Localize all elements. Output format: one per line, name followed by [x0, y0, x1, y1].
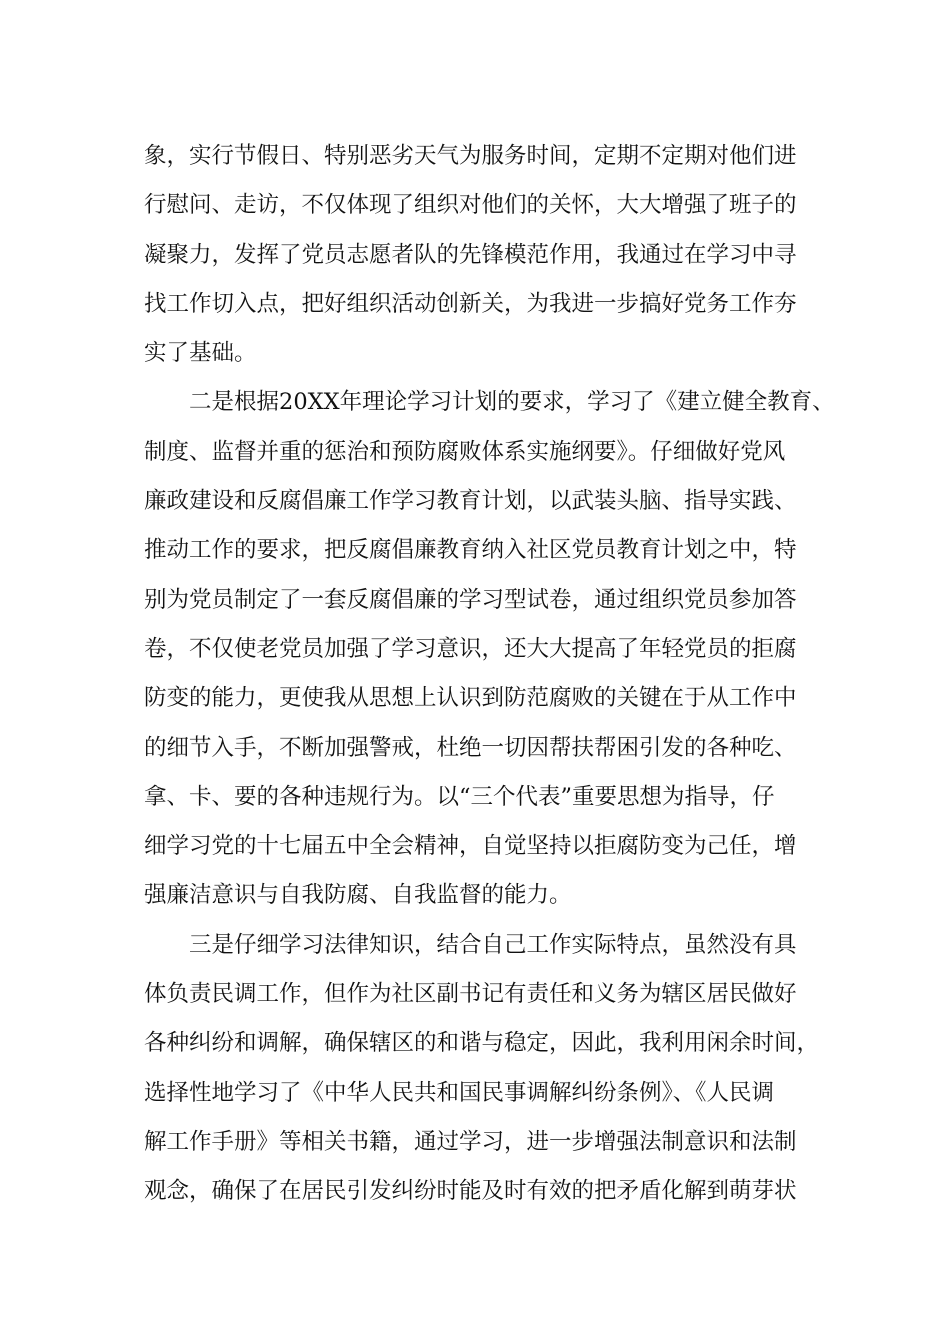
- text-line: 观念，确保了在居民引发纠纷时能及时有效的把矛盾化解到萌芽状: [144, 1178, 797, 1205]
- text-line: 实了基础。: [144, 340, 257, 367]
- text-line: 推动工作的要求，把反腐倡廉教育纳入社区党员教育计划之中，特: [144, 537, 797, 564]
- text-line: 强廉洁意识与自我防腐、自我监督的能力。: [144, 882, 572, 909]
- text-line: 体负责民调工作，但作为社区副书记有责任和义务为辖区居民做好: [144, 981, 797, 1008]
- text-line: 三是仔细学习法律知识，结合自己工作实际特点，虽然没有具: [144, 931, 797, 958]
- text-line: 各种纠纷和调解，确保辖区的和谐与稳定，因此，我利用闲余时间，: [144, 1030, 820, 1057]
- document-body: [144, 132, 835, 1217]
- text-line: 廉政建设和反腐倡廉工作学习教育计划，以武装头脑、指导实践、: [144, 488, 797, 515]
- text-line: 细学习党的十七届五中全会精神，自觉坚持以拒腐防变为己任，增: [144, 833, 797, 860]
- text-line: 凝聚力，发挥了党员志愿者队的先锋模范作用，我通过在学习中寻: [144, 241, 797, 268]
- text-line: 找工作切入点，把好组织活动创新关，为我进一步搞好党务工作夯: [144, 290, 797, 317]
- text-line: 拿、卡、要的各种违规行为。以“三个代表”重要思想为指导，仔: [144, 783, 775, 810]
- text-line: 卷，不仅使老党员加强了学习意识，还大大提高了年轻党员的拒腐: [144, 635, 797, 662]
- text-line: 象，实行节假日、特别恶劣天气为服务时间，定期不定期对他们进: [144, 143, 797, 169]
- text-line: 二是根据20XX年理论学习计划的要求，学习了《建立健全教育、: [144, 389, 835, 416]
- text-line: 选择性地学习了《中华人民共和国民事调解纠纷条例》、《人民调: [144, 1079, 775, 1106]
- text-line: 别为党员制定了一套反腐倡廉的学习型试卷，通过组织党员参加答: [144, 586, 797, 613]
- text-line: 的细节入手，不断加强警戒，杜绝一切因帮扶帮困引发的各种吃、: [144, 734, 797, 761]
- text-line: 解工作手册》等相关书籍，通过学习，进一步增强法制意识和法制: [144, 1128, 797, 1155]
- text-line: 防变的能力，更使我从思想上认识到防范腐败的关键在于从工作中: [144, 685, 797, 712]
- text-line: 行慰问、走访，不仅体现了组织对他们的关怀，大大增强了班子的: [144, 192, 797, 219]
- text-line: 制度、监督并重的惩治和预防腐败体系实施纲要》。仔细做好党风: [144, 438, 786, 465]
